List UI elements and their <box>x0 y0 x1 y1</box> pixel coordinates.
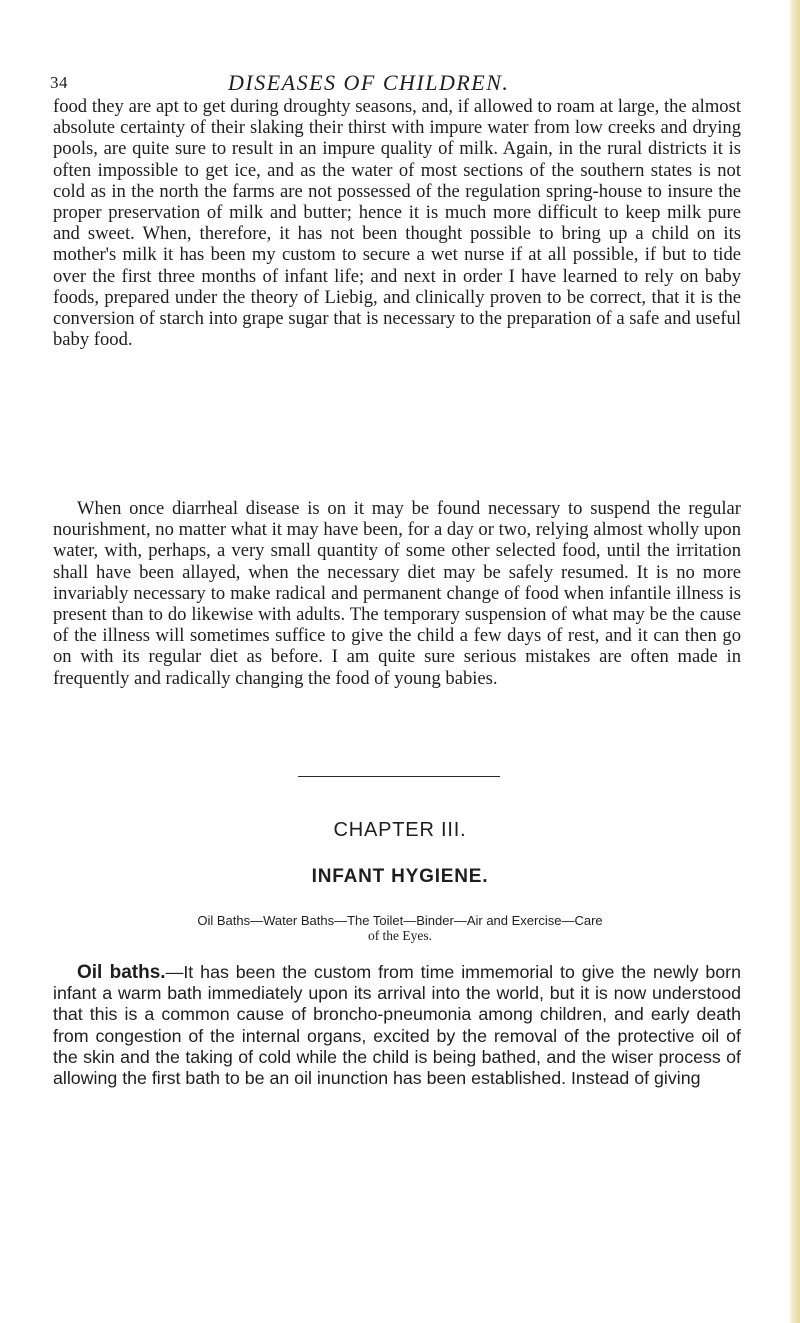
body-paragraph: When once diarrheal disease is on it may be found necessary to suspend the regular nourishment, no matter what it may have been, for a day or two, relying almost wholly upon water, with, perhaps, a very small quantity of some other selected food, until the irritation shall have been allayed, when the necessary diet may be safely resumed. It is no more invariably necessary to make radical and permanent change of food when infantile illness is present than to do likewise with adults. The temporary suspension of what may be the cause of the illness will sometimes suffice to give the child a few days of rest, and it can then go on with its regular diet as before. I am quite sure serious mistakes are often made in frequently and radically changing the food of young babies. <box>53 498 741 689</box>
run-in-heading: Oil baths. <box>77 962 166 983</box>
running-head: DISEASES OF CHILDREN. <box>228 70 510 95</box>
synopsis-line: of the Eyes. <box>367 928 433 943</box>
oil-baths-text: —It has been the custom from time immemorial to give the newly born infant a warm bath immediately upon its arrival into the world, but it is now understood that this is a common cause of broncho-pneumonia among children, and early death from congestion of the internal organs, excited by the removal of the protective oil of the skin and the taking of cold while the child is being bathed, and the wiser process of allowing the first bath to be an oil inunction has been established. Instead of giving <box>53 962 741 1089</box>
section-divider <box>298 776 500 777</box>
page-edge <box>790 0 800 1323</box>
page-number: 34 <box>50 73 68 92</box>
chapter-subtitle: INFANT HYGIENE. <box>311 866 489 887</box>
oil-baths-paragraph <box>53 962 741 1089</box>
synopsis-line: Oil Baths—Water Baths—The Toilet—Binder—Air and Exercise—Care <box>197 913 603 928</box>
body-paragraph: food they are apt to get during droughty seasons, and, if allowed to roam at large, the almost absolute certainty of their slaking their thirst with impure water from low creeks and drying pools, are quite sure to result in an impure quality of milk. Again, in the rural districts it is often impossible to get ice, and as the water of most sections of the southern states is not cold as in the north the farms are not possessed of the regulation spring-house to insure the proper preservation of milk and butter; hence it is much more difficult to keep milk pure and sweet. When, therefore, it has not been thought possible to bring up a child on its mother's milk it has been my custom to secure a wet nurse if at all possible, if but to tide over the first three months of infant life; and next in order I have learned to rely on baby foods, prepared under the theory of Liebig, and clinically proven to be correct, that it is the conversion of starch into grape sugar that is necessary to the preparation of a safe and useful baby food. <box>53 96 741 351</box>
chapter-title: CHAPTER III. <box>333 819 467 841</box>
chapter-synopsis <box>98 913 702 943</box>
